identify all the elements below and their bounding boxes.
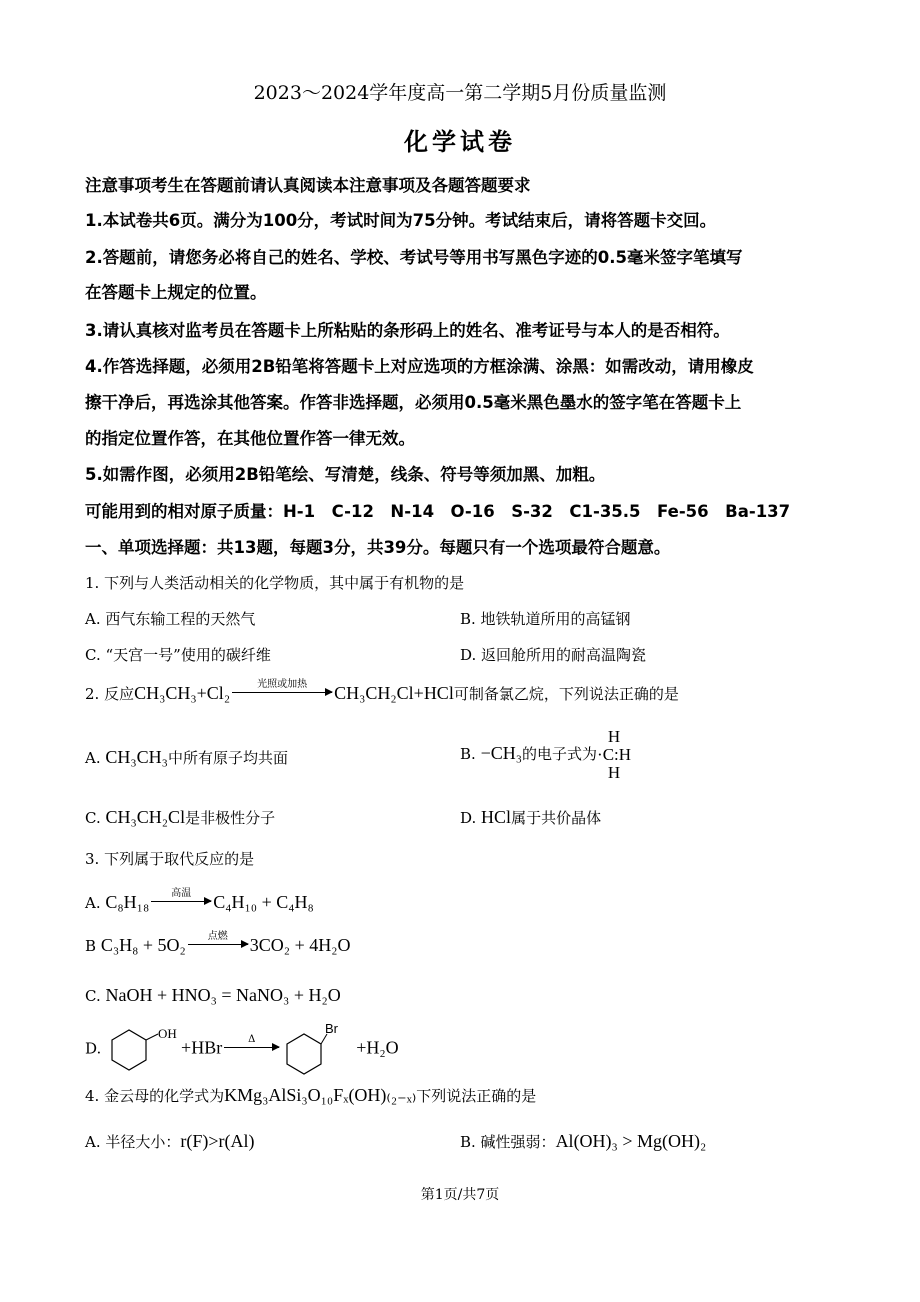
reaction-condition: 点燃 (207, 931, 228, 942)
methyl-lewis-structure (597, 728, 631, 782)
q2-option-b (460, 728, 631, 782)
option-label: C. (85, 987, 101, 1005)
option-label: A. (85, 894, 101, 912)
formula: C₄H₁₀ + C₄H₈ (213, 892, 314, 912)
notice-line: 擦干净后，再选涂其他答案。作答非选择题，必须用0.5毫米黑色墨水的签字笔在答题卡上 (85, 393, 742, 412)
option-label: C. (85, 809, 101, 827)
q4-option-a (85, 1132, 255, 1150)
option-label: D. (460, 809, 477, 827)
reaction-arrow-icon (188, 931, 248, 945)
q2-stem (85, 679, 679, 703)
notice-heading: 注意事项考生在答题前请认真阅读本注意事项及各题答题要求 (85, 176, 531, 195)
lewis-h: H (607, 727, 621, 746)
formula: CH₃CH₂Cl (105, 807, 186, 827)
q2-rhs: CH₃CH₂Cl+HCl (334, 683, 454, 703)
q2-option-a (85, 748, 288, 766)
stem-text: 下列说法正确的是 (416, 1087, 537, 1105)
formula: +H₂O (356, 1037, 399, 1058)
lewis-c: ·C:H (597, 744, 632, 764)
option-label: A. (85, 749, 101, 767)
option-label: B. 碱性强弱： (460, 1133, 556, 1151)
formula: HCl (481, 807, 512, 827)
option-label: B. (460, 744, 476, 763)
oh-label: OH (158, 1025, 177, 1041)
notice-line: 3.请认真核对监考员在答题卡上所粘贴的条形码上的姓名、准考证号与本人的是否相符。 (85, 321, 730, 340)
q3-option-d (85, 1022, 399, 1077)
reaction-arrow-icon (151, 888, 211, 902)
notice-line: 5.如需作图，必须用2B铅笔绘、写清楚，线条、符号等须加黑、加粗。 (85, 465, 606, 484)
q1-option-c: C. “天宫一号”使用的碳纤维 (85, 646, 271, 664)
formula: −CH₃ (480, 742, 523, 763)
formula: 3CO₂ + 4H₂O (249, 935, 351, 955)
q2-option-c (85, 808, 275, 826)
option-text: 属于共价晶体 (511, 809, 602, 827)
reaction-condition: 高温 (171, 888, 192, 899)
formula: +HBr (181, 1037, 223, 1058)
reaction-arrow-icon (224, 1033, 279, 1048)
formula: KMg₃AlSi₃O₁₀Fₓ(OH)₍₂₋ₓ₎ (224, 1085, 417, 1105)
br-label: Br (325, 1022, 339, 1036)
formula: Al(OH)₃ > Mg(OH)₂ (555, 1131, 707, 1151)
exam-title: 2023～2024学年度高一第二学期5月份质量监测 (253, 82, 667, 104)
reaction-arrow-icon (232, 679, 332, 693)
option-label: A. 半径大小： (85, 1133, 181, 1151)
q1-stem: 1. 下列与人类活动相关的化学物质，其中属于有机物的是 (85, 574, 465, 592)
option-label: B (85, 937, 97, 955)
q3-option-a (85, 888, 314, 912)
formula: C₈H₁₈ (105, 892, 150, 912)
notice-line: 4.作答选择题，必须用2B铅笔将答题卡上对应选项的方框涂满、涂黑：如需改动，请用橡皮 (85, 357, 754, 376)
notice-line: 1.本试卷共6页。满分为100分，考试时间为75分钟。考试结束后，请将答题卡交回。 (85, 211, 717, 230)
option-text: 的电子式为 (522, 744, 598, 763)
formula: r(F)>r(Al) (180, 1131, 255, 1151)
option-text: 是非极性分子 (185, 809, 276, 827)
exam-subject: 化学试卷 (404, 128, 516, 156)
q2-stem-post: 可制备氯乙烷，下列说法正确的是 (453, 685, 679, 703)
equation: NaOH + HNO₃ = NaNO₃ + H₂O (105, 985, 341, 1005)
notice-line: 2.答题前，请您务必将自己的姓名、学校、考试号等用书写黑色字迹的0.5毫米签字笔填写 (85, 248, 743, 267)
atomic-masses: 可能用到的相对原子质量：H-1 C-12 N-14 O-16 S-32 C1-35.5 Fe-56 Ba-137 (85, 502, 791, 521)
notice-line: 的指定位置作答，在其他位置作答一律无效。 (85, 429, 415, 448)
q2-lhs: CH₃CH₃+Cl₂ (134, 683, 231, 703)
page-number: 第1页/共7页 (420, 1187, 500, 1203)
formula: CH₃CH₃ (105, 747, 168, 767)
q3-stem: 3. 下列属于取代反应的是 (85, 850, 255, 868)
reaction-condition: 光照或加热 (257, 679, 308, 690)
q2-option-d (460, 808, 601, 826)
cyclohexanol-structure-icon (106, 1025, 181, 1075)
section-heading: 一、单项选择题：共13题，每题3分，共39分。每题只有一个选项最符合题意。 (85, 538, 671, 557)
bromocyclohexane-structure-icon (281, 1022, 356, 1077)
reaction-condition: Δ (248, 1033, 256, 1045)
q4-stem (85, 1086, 536, 1104)
q2-stem-pre: 2. 反应 (85, 685, 135, 703)
option-label: D. (85, 1039, 102, 1058)
q1-option-a: A. 西气东输工程的天然气 (85, 610, 256, 628)
q1-option-b: B. 地铁轨道所用的高锰钢 (460, 610, 631, 628)
notice-line: 在答题卡上规定的位置。 (85, 283, 267, 302)
q3-option-c (85, 986, 341, 1004)
formula: C₃H₈ + 5O₂ (100, 935, 186, 955)
option-text: 中所有原子均共面 (167, 749, 288, 767)
lewis-h: H (607, 762, 621, 782)
stem-text: 4. 金云母的化学式为 (85, 1087, 225, 1105)
q1-option-d: D. 返回舱所用的耐高温陶瓷 (460, 646, 647, 664)
q4-option-b (460, 1132, 706, 1150)
q3-option-b (85, 931, 351, 955)
